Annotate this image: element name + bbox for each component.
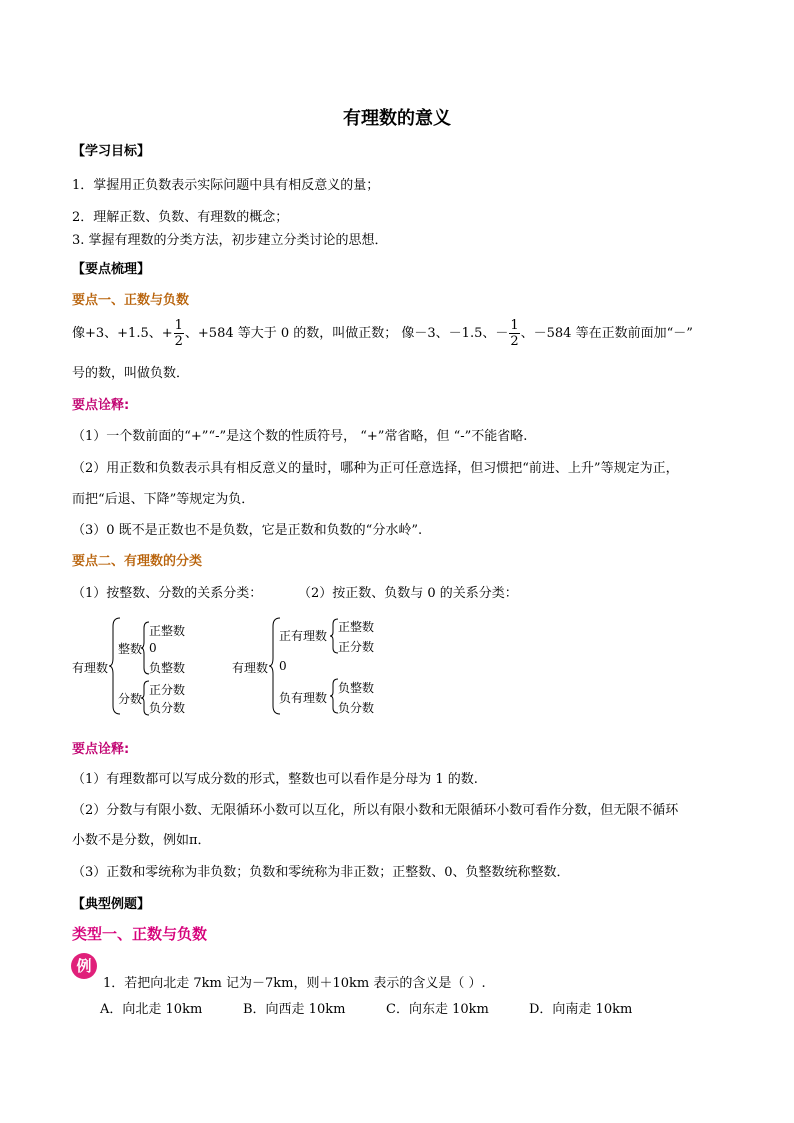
example-type1-title: 类型一、正数与负数 <box>72 925 208 943</box>
tree1-pos-int: 正整数 <box>149 624 186 638</box>
tree1-root: 有理数 <box>72 661 109 675</box>
fraction-numerator: 1 <box>510 318 519 333</box>
option-a: A．向北走 10km <box>100 1002 203 1017</box>
point1-note-3: 而把“后退、下降”等规定为负． <box>72 492 255 507</box>
tree2-neg-rational: 负有理数 <box>279 691 328 705</box>
keypoints-header: 【要点梳理】 <box>72 262 151 277</box>
point1-note-2: （2）用正数和负数表示具有相反意义的量时，哪种为正可任意选择，但习惯把“前进、上升”等规定为正， <box>72 461 679 476</box>
fraction-half-1 <box>174 318 184 349</box>
question-1: 1．若把向北走 7km 记为－7km，则＋10km 表示的含义是（ ）. <box>103 976 486 991</box>
tree2-neg-int: 负整数 <box>338 681 375 695</box>
point2-title: 要点二、有理数的分类 <box>72 554 203 569</box>
objectives-header: 【学习目标】 <box>72 144 151 159</box>
point1-note-1: （1）一个数前面的“+”“-”是这个数的性质符号， “+”常省略，但 “-”不能省略. <box>72 429 528 444</box>
tree1-neg-frac: 负分数 <box>149 701 186 715</box>
point1-line1-b: 、+584 等大于 0 的数，叫做正数； 像－3、－1.5、－ <box>184 326 509 341</box>
option-b: B．向西走 10km <box>243 1002 346 1017</box>
classification-1-label: （1）按整数、分数的关系分类： <box>72 586 263 601</box>
point2-note-4: （3）正数和零统称为非负数；负数和零统称为非正数；正整数、0、负整数统称整数． <box>72 865 570 880</box>
point2-note-3: 小数不是分数，例如π． <box>72 833 211 848</box>
point2-note-title: 要点诠释: <box>72 742 130 757</box>
tree2-pos-rational: 正有理数 <box>279 629 328 643</box>
tree1-neg-int: 负整数 <box>149 661 186 675</box>
examples-header: 【典型例题】 <box>72 897 151 912</box>
option-c: C．向东走 10km <box>386 1002 489 1017</box>
point1-line1 <box>72 316 693 352</box>
tree2-neg-frac: 负分数 <box>338 701 375 715</box>
objective-item-1: 1．掌握用正负数表示实际问题中具有相反意义的量； <box>72 178 380 193</box>
example-badge: 例 <box>71 953 97 979</box>
tree2-root: 有理数 <box>232 661 269 675</box>
fraction-denominator: 2 <box>510 334 519 349</box>
fraction-denominator: 2 <box>174 334 183 349</box>
point1-note-title: 要点诠释: <box>72 398 130 413</box>
tree1-zero: 0 <box>149 641 157 655</box>
point2-note-1: （1）有理数都可以写成分数的形式，整数也可以看作是分母为 1 的数. <box>72 772 478 787</box>
option-d: D．向南走 10km <box>529 1002 633 1017</box>
tree2-pos-frac: 正分数 <box>338 640 375 654</box>
fraction-numerator: 1 <box>174 318 183 333</box>
fraction-half-2 <box>509 318 519 349</box>
point2-note-2: （2）分数与有限小数、无限循环小数可以互化，所以有限小数和无限循环小数可看作分数，但无限不循环 <box>72 803 679 818</box>
tree1-integer: 整数 <box>118 642 143 656</box>
tree2-pos-int: 正整数 <box>338 620 375 634</box>
point1-line2: 号的数，叫做负数． <box>72 366 190 381</box>
page-title: 有理数的意义 <box>343 108 451 129</box>
point1-note-4: （3）0 既不是正数也不是负数，它是正数和负数的“分水岭”. <box>72 523 423 538</box>
point1-title: 要点一、正数与负数 <box>72 293 190 308</box>
tree1-fraction: 分数 <box>118 692 143 706</box>
tree2-zero: 0 <box>279 659 287 673</box>
objective-item-2: 2．理解正数、负数、有理数的概念； <box>72 210 289 225</box>
point1-line1-a: 像+3、+1.5、+ <box>72 326 173 341</box>
classification-2-label: （2）按正数、负数与 0 的关系分类： <box>298 586 518 601</box>
tree1-pos-frac: 正分数 <box>149 683 186 697</box>
objective-item-3: 3. 掌握有理数的分类方法，初步建立分类讨论的思想． <box>72 233 388 248</box>
point1-line1-c: 、－584 等在正数前面加“－” <box>520 326 693 341</box>
